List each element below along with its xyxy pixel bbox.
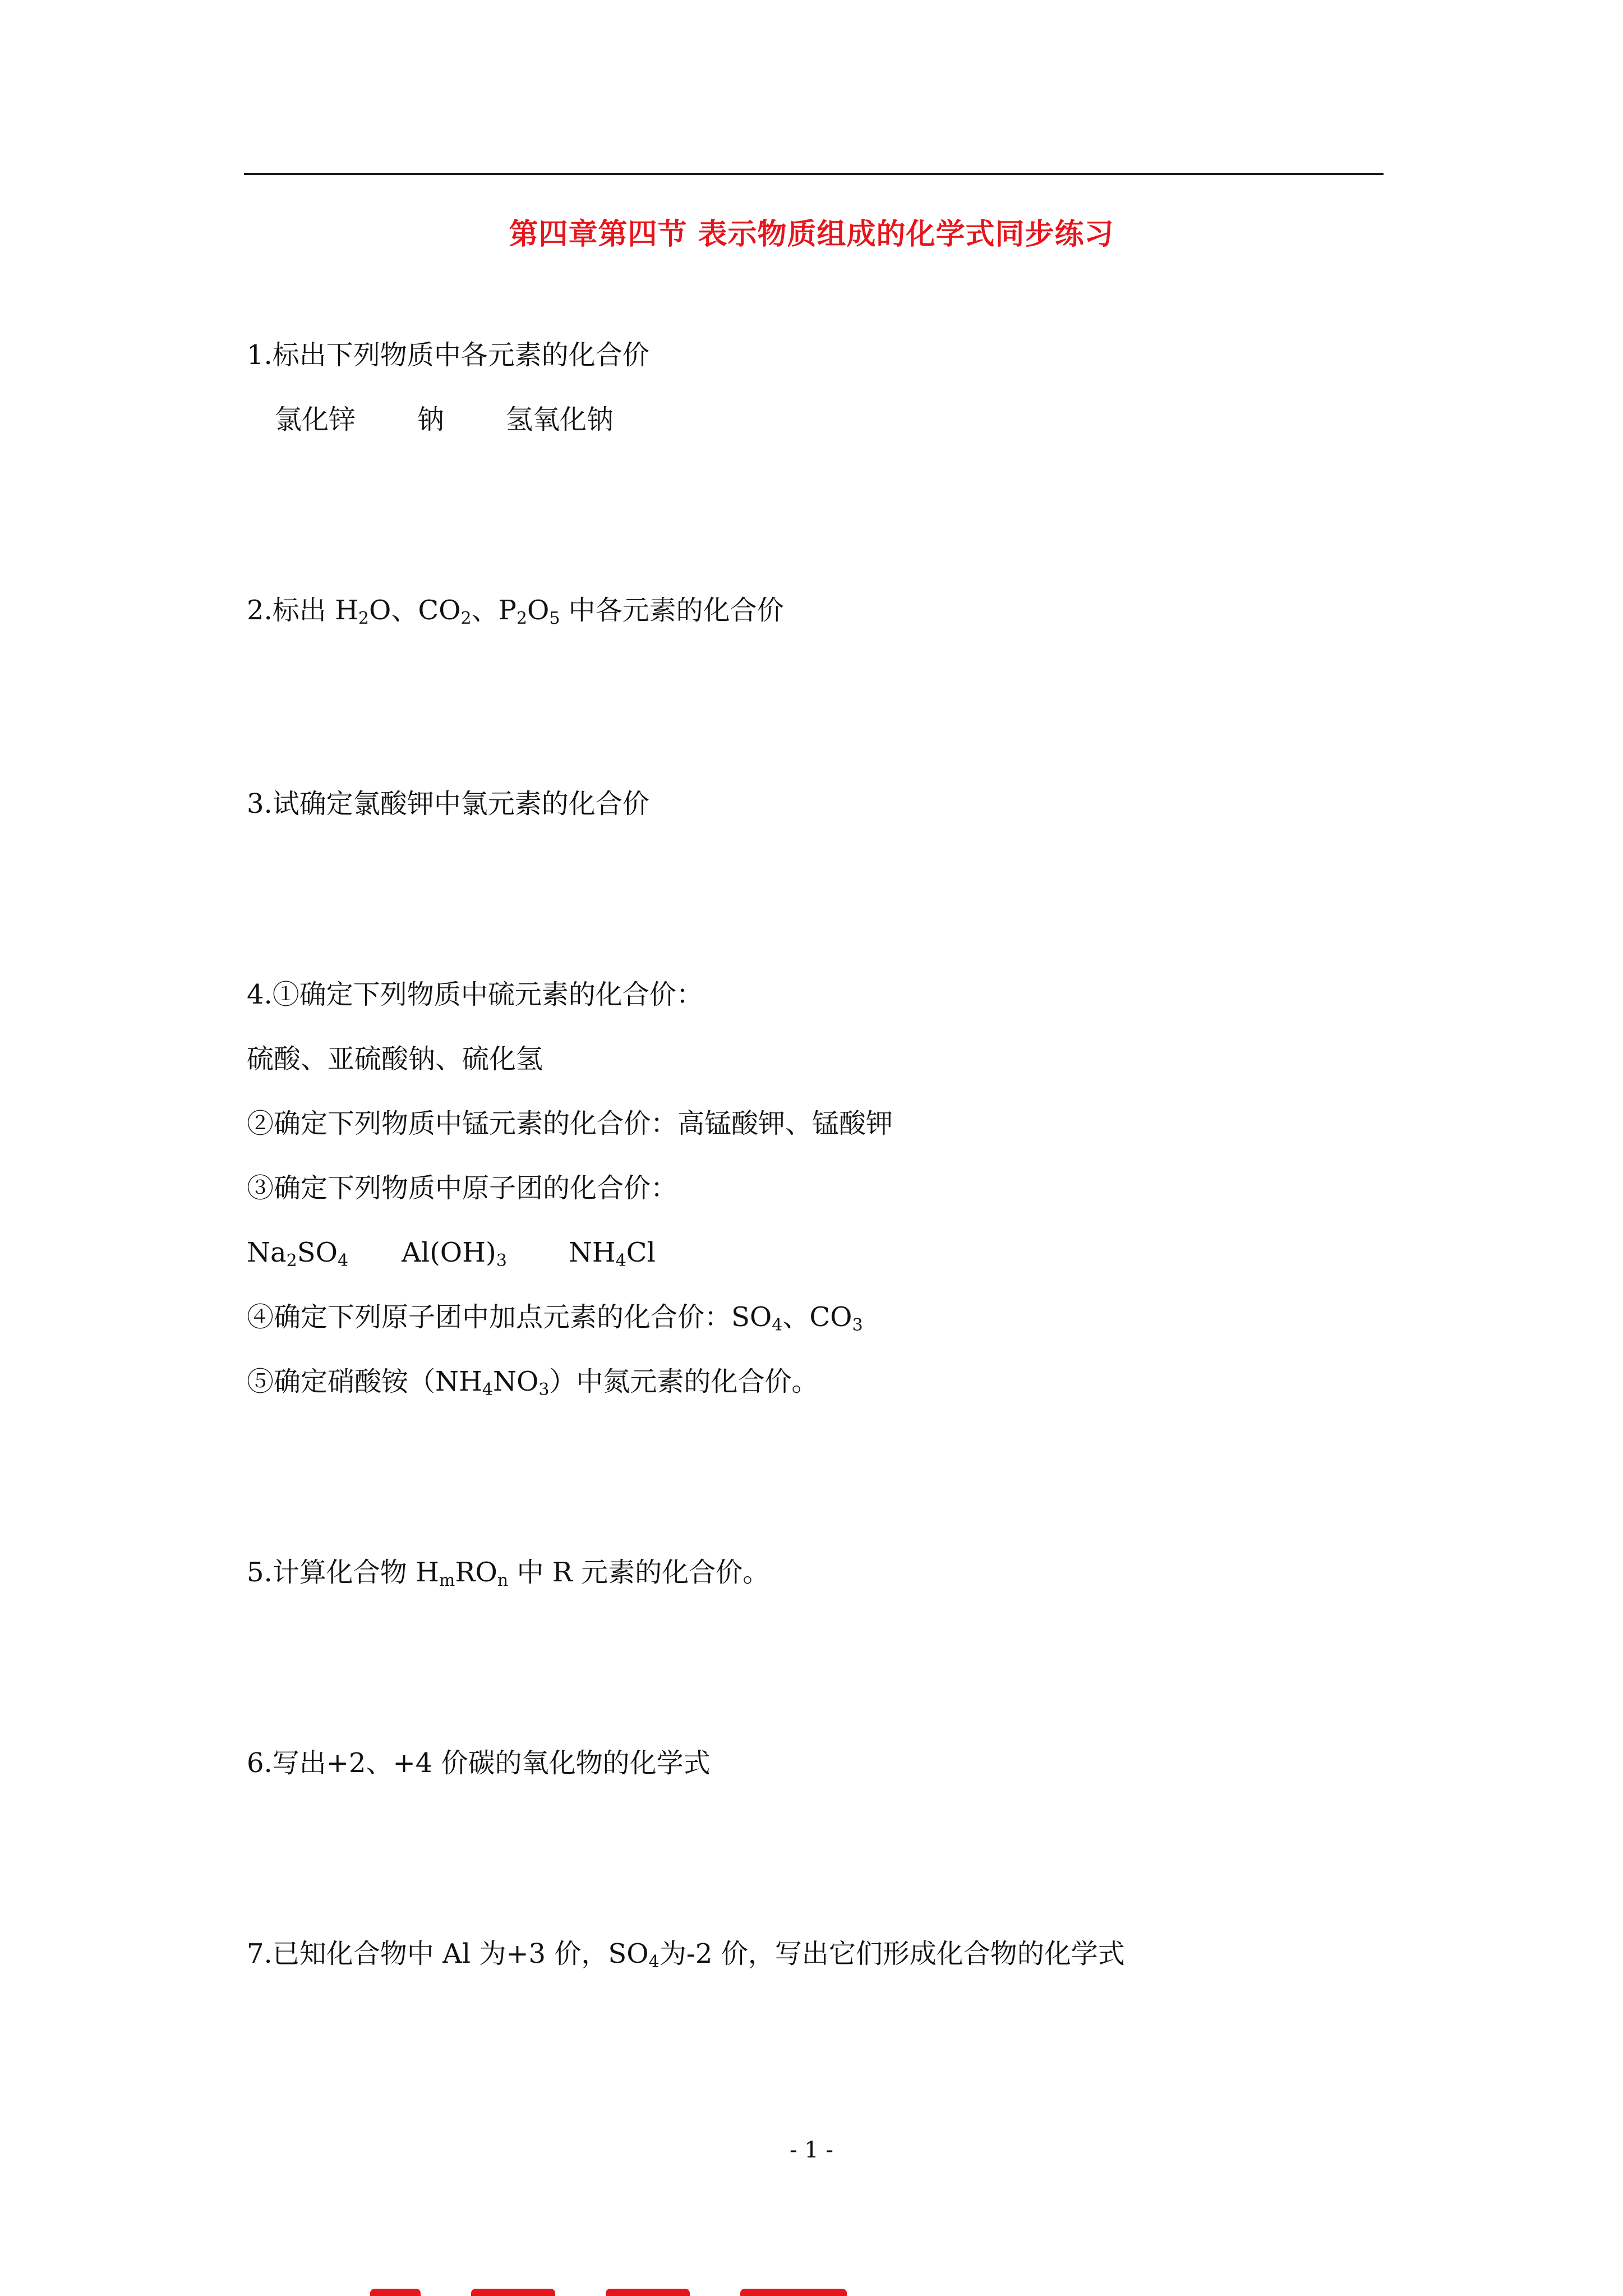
formula-aloh3: $Al(OH)_3$ <box>402 1237 507 1271</box>
formula-p2o5: $P_2O_5$ <box>498 595 560 628</box>
formula-na2so4: $Na_2SO_4$ <box>247 1237 349 1271</box>
question-5: 5.计算化合物 $H_mRO_n$ 中 R 元素的化合价。 <box>247 1557 770 1590</box>
question-4-line-4: ③确定下列物质中原子团的化合价： <box>247 1172 678 1204</box>
question-3: 3.试确定氯酸钾中氯元素的化合价 <box>247 788 649 820</box>
formula-nh4no3: $NH_4NO_3$ <box>435 1366 550 1400</box>
formula-nh4cl: $NH_4Cl$ <box>568 1237 656 1271</box>
question-2: 2.标出 $H_2O$、$CO_2$、$P_2O_5$ 中各元素的化合价 <box>247 595 784 628</box>
page-title: 第四章第四节 表示物质组成的化学式同步练习 <box>509 218 1114 251</box>
question-4-line-3: ②确定下列物质中锰元素的化合价：高锰酸钾、锰酸钾 <box>247 1108 893 1139</box>
formula-so4: $SO_4$ <box>731 1301 783 1335</box>
q1-item: 钠 <box>417 404 445 435</box>
question-4-line-2: 硫酸、亚硫酸钠、硫化氢 <box>247 1043 543 1075</box>
question-4-line-6: ④确定下列原子团中加点元素的化合价：$SO_4$、$CO_3$ <box>247 1301 863 1335</box>
formula-hmron: $H_mRO_n$ <box>416 1557 509 1590</box>
question-4-line-5 <box>247 1237 656 1269</box>
q1-item: 氯化锌 <box>275 404 356 435</box>
question-1: 1.标出下列物质中各元素的化合价 <box>247 339 649 371</box>
page-number: - 1 - <box>790 2137 833 2163</box>
formula-h2o: $H_2O$ <box>335 595 391 628</box>
question-6: 6.写出+2、+4 价碳的氧化物的化学式 <box>247 1747 711 1779</box>
formula-co3: $CO_3$ <box>809 1301 863 1335</box>
q1-item: 氢氧化钠 <box>506 404 614 435</box>
question-4-line-1: 4.①确定下列物质中硫元素的化合价： <box>247 979 703 1010</box>
header-rule <box>244 173 1384 175</box>
formula-so4: $SO_4$ <box>608 1938 660 1972</box>
next-page-heading-fragment <box>370 2276 959 2296</box>
question-4-line-7: ⑤确定硝酸铵$(NH_4NO_3)$中氮元素的化合价。 <box>247 1366 819 1400</box>
question-7: 7.已知化合物中 Al 为+3 价，$SO_4$为-2 价，写出它们形成化合物的化学式 <box>247 1938 1125 1972</box>
formula-co2: $CO_2$ <box>418 595 472 628</box>
question-1-items <box>275 404 614 436</box>
